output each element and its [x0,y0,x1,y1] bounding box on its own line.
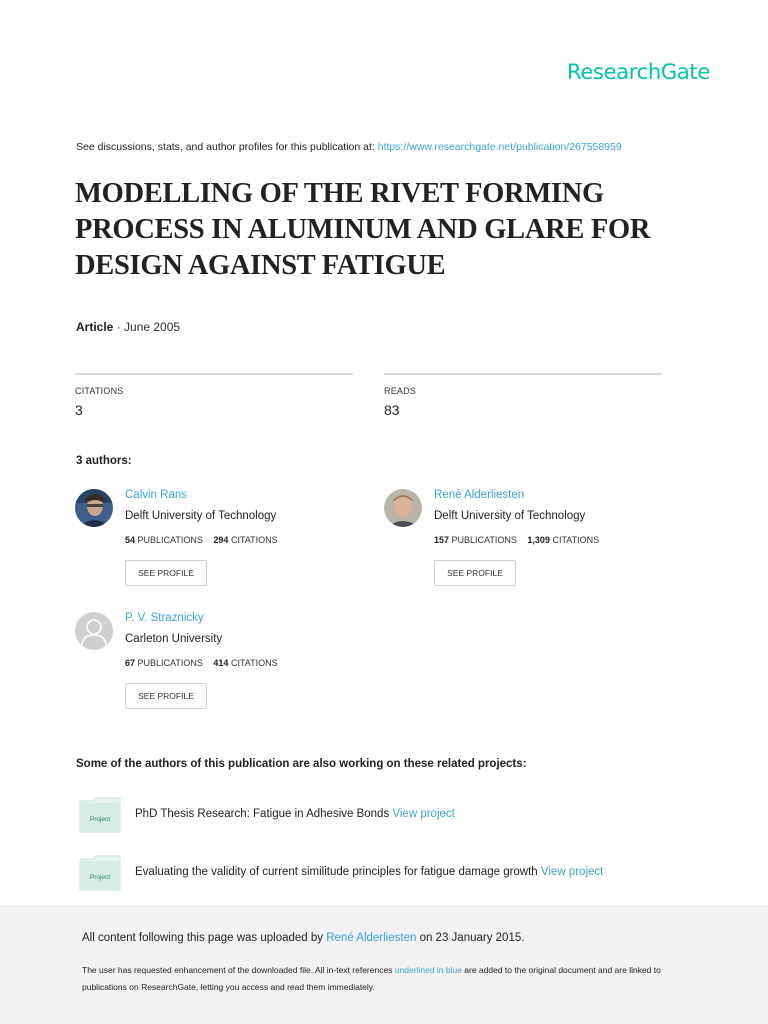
folder-label: Project [89,816,111,823]
article-date: · June 2005 [113,320,181,334]
article-meta [76,320,180,334]
citations-count: 294 [213,535,229,545]
author-counts [125,658,278,668]
related-project-item [79,797,699,833]
project-title: Evaluating the validity of current similitude principles for fatigue damage growth [135,866,541,878]
see-discussions-line [76,141,622,153]
related-project-item [79,855,699,891]
author-name-link[interactable]: P. V. Straznicky [125,612,204,624]
author-avatar[interactable] [384,489,422,527]
citations-label: CITATIONS [230,535,278,545]
folder-icon [79,855,121,891]
author-card-p-v-straznicky [75,612,375,712]
citations-label: CITATIONS [230,658,278,668]
see-profile-button[interactable]: SEE PROFILE [125,560,207,586]
project-text [135,808,455,820]
reads-stat [384,373,662,418]
publications-count: 67 [125,658,136,668]
citations-label: CITATIONS [75,386,124,396]
author-card-rene-alderliesten [384,489,684,589]
author-institution: Carleton University [125,633,223,645]
publications-label: PUBLICATIONS [137,658,203,668]
author-avatar[interactable] [75,489,113,527]
author-institution: Delft University of Technology [125,510,277,522]
uploaded-suffix: on 23 January 2015. [416,932,525,944]
view-project-link[interactable]: View project [540,866,604,878]
author-institution: Delft University of Technology [434,510,586,522]
enhancement-note [82,962,702,996]
citations-stat [75,373,353,418]
author-counts [125,535,278,545]
publication-title: MODELLING OF THE RIVET FORMING PROCESS IN ALUMINUM AND GLARE FOR DESIGN AGAINST FATIGUE [75,178,651,281]
project-text [135,866,603,878]
upload-footer [0,905,768,1024]
view-project-link[interactable]: View project [392,808,455,820]
reads-label: READS [384,386,417,396]
reads-value: 83 [384,402,400,418]
uploader-link[interactable]: René Alderliesten [326,932,417,944]
citations-count: 414 [213,658,229,668]
underlined-in-blue-link[interactable]: underlined in blue [394,965,462,975]
folder-icon [79,797,121,833]
publications-count: 54 [125,535,136,545]
see-profile-button[interactable]: SEE PROFILE [434,560,516,586]
authors-heading: 3 authors: [76,455,132,467]
publications-count: 157 [434,535,450,545]
uploaded-by-line [82,932,524,944]
citations-count: 1,309 [527,535,550,545]
see-discussions-text: See discussions, stats, and author profiles for this publication at: [76,141,378,153]
user-silhouette-icon[interactable] [75,612,113,650]
note-suffix: are added to the original document and are linked to publications on ResearchGate, letting you access and read them immediately. [82,965,661,992]
author-card-calvin-rans [75,489,375,589]
citations-value: 3 [75,402,83,418]
author-counts [434,535,599,545]
note-prefix: The user has requested enhancement of the downloaded file. All in-text references [82,965,395,975]
researchgate-logo[interactable]: ResearchGate [566,60,710,84]
uploaded-prefix: All content following this page was uploaded by [82,932,327,944]
citations-label: CITATIONS [552,535,600,545]
article-type: Article [76,320,114,334]
author-name-link[interactable]: René Alderliesten [434,489,525,501]
author-name-link[interactable]: Calvin Rans [125,489,187,501]
publications-label: PUBLICATIONS [137,535,203,545]
see-profile-button[interactable]: SEE PROFILE [125,683,207,709]
project-title: PhD Thesis Research: Fatigue in Adhesive Bonds [135,808,393,820]
publications-label: PUBLICATIONS [451,535,517,545]
publication-url-link[interactable]: https://www.researchgate.net/publication/267558959 [377,141,622,153]
folder-label: Project [89,874,111,881]
related-projects-heading: Some of the authors of this publication are also working on these related projects: [76,758,527,770]
